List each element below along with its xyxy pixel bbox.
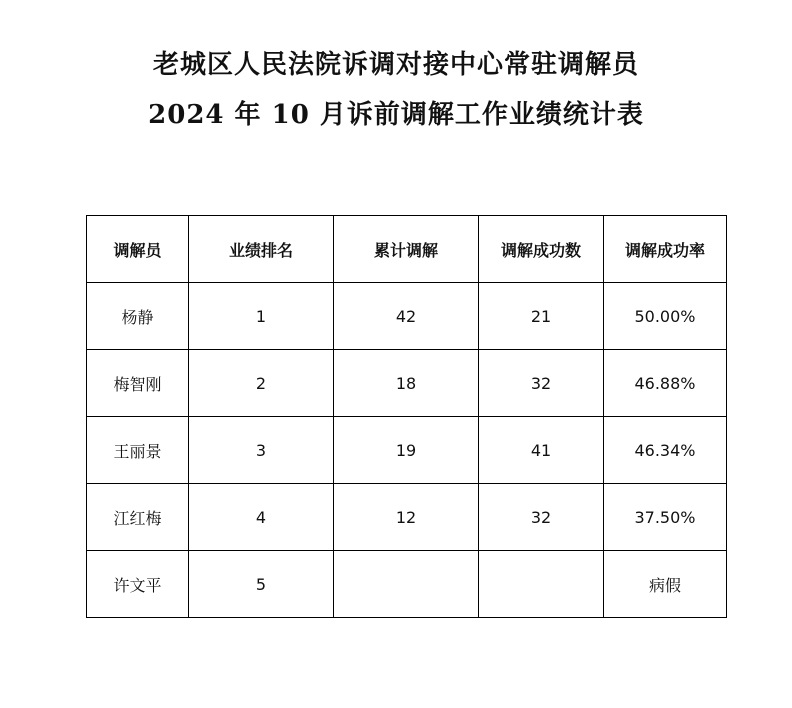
table-row (87, 350, 727, 417)
table-row (87, 417, 727, 484)
cell-success-rate: 37.50% (604, 484, 727, 551)
cell-rank: 1 (189, 283, 334, 350)
cell-mediator: 王丽景 (87, 417, 189, 484)
cell-success-count: 32 (479, 484, 604, 551)
cell-mediator: 杨静 (87, 283, 189, 350)
cell-mediator: 许文平 (87, 551, 189, 618)
cell-success-rate: 46.34% (604, 417, 727, 484)
table-row (87, 484, 727, 551)
performance-table (86, 215, 727, 618)
cell-total (334, 551, 479, 618)
title-line-1: 老城区人民法院诉调对接中心常驻调解员 (152, 50, 639, 80)
cell-success-count (479, 551, 604, 618)
header-success-rate: 调解成功率 (604, 216, 727, 283)
cell-mediator: 江红梅 (87, 484, 189, 551)
title-line-2: 2024 年 10 月诉前调解工作业绩统计表 (148, 100, 644, 130)
document-title (0, 40, 792, 140)
cell-success-rate: 46.88% (604, 350, 727, 417)
cell-rank: 4 (189, 484, 334, 551)
cell-success-count: 41 (479, 417, 604, 484)
header-mediator: 调解员 (87, 216, 189, 283)
cell-mediator: 梅智刚 (87, 350, 189, 417)
cell-success-rate: 50.00% (604, 283, 727, 350)
cell-success-count: 32 (479, 350, 604, 417)
cell-total: 18 (334, 350, 479, 417)
cell-rank: 3 (189, 417, 334, 484)
table-row (87, 283, 727, 350)
header-rank: 业绩排名 (189, 216, 334, 283)
cell-success-count: 21 (479, 283, 604, 350)
header-success-count: 调解成功数 (479, 216, 604, 283)
table-row (87, 551, 727, 618)
table-header-row (87, 216, 727, 283)
cell-total: 42 (334, 283, 479, 350)
cell-rank: 5 (189, 551, 334, 618)
cell-success-rate: 病假 (604, 551, 727, 618)
cell-total: 19 (334, 417, 479, 484)
cell-total: 12 (334, 484, 479, 551)
cell-rank: 2 (189, 350, 334, 417)
header-total-mediations: 累计调解 (334, 216, 479, 283)
